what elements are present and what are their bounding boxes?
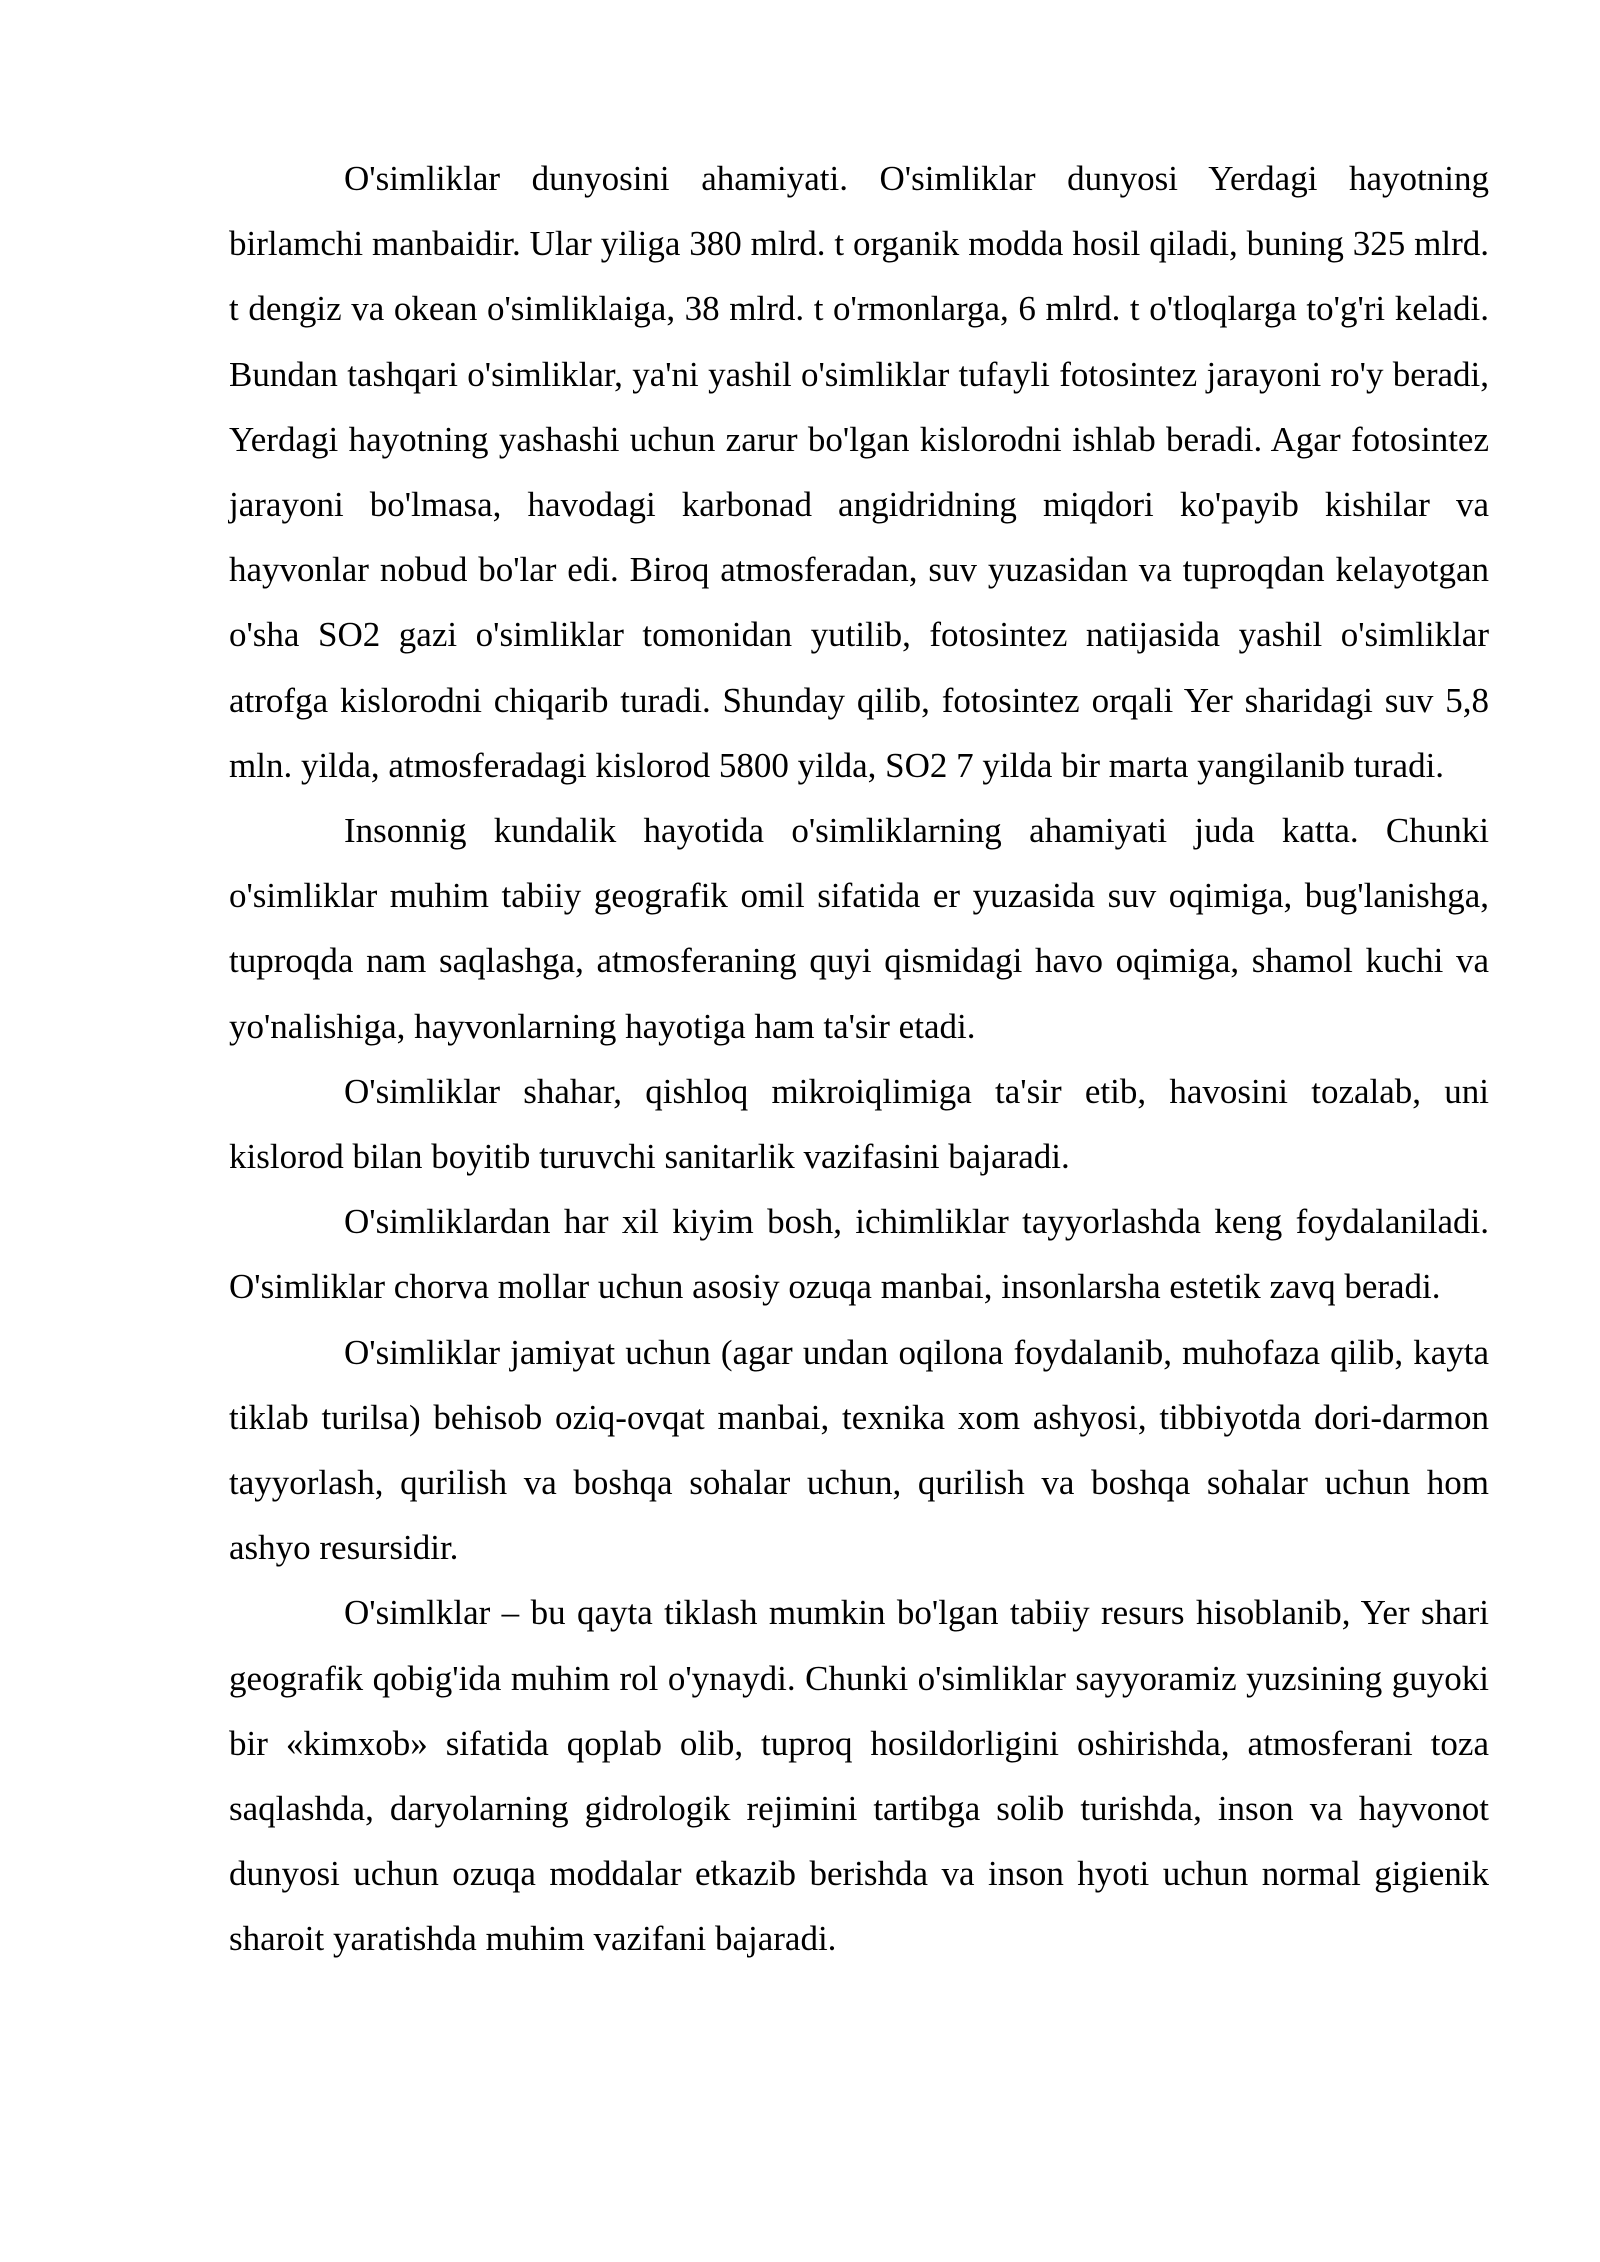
paragraph-4: O'simliklardan har xil kiyim bosh, ichimliklar tayyorlashda keng foydalaniladi. O'simliklar chorva mollar uchun asosiy ozuqa manbai, insonlarsha estetik zavq beradi. xyxy=(229,1202,1489,1307)
document-body xyxy=(229,146,1489,1972)
paragraph-5: O'simliklar jamiyat uchun (agar undan oqilona foydalanib, muhofaza qilib, kayta tiklab turilsa) behisob oziq-ovqat manbai, texnika xom ashyosi, tibbiyotda dori-darmon tayyorlash, qurilish va boshqa sohalar uchun, qurilish va boshqa sohalar uchun hom ashyo resursidir. xyxy=(229,1332,1489,1568)
paragraph-6: O'simlklar – bu qayta tiklash mumkin bo'lgan tabiiy resurs hisoblanib, Yer shari geografik qobig'ida muhim rol o'ynaydi. Chunki o'simliklar sayyoramiz yuzsining guyoki bir «kimxob» sifatida qoplab olib, tuproq hosildorligini oshirishda, atmosferani toza saqlashda, daryolarning gidrologik rejimini tartibga solib turishda, inson va hayvonot dunyosi uchun ozuqa moddalar etkazib berishda va inson hyoti uchun normal gigienik sharoit yaratishda muhim vazifani bajaradi. xyxy=(229,1593,1489,1959)
paragraph-3: O'simliklar shahar, qishloq mikroiqlimiga ta'sir etib, havosini tozalab, uni kislorod bilan boyitib turuvchi sanitarlik vazifasini bajaradi. xyxy=(229,1071,1489,1177)
paragraph-1: O'simliklar dunyosini ahamiyati. O'simliklar dunyosi Yerdagi hayotning birlamchi manbaidir. Ular yiliga 380 mlrd. t organik modda hosil qiladi, buning 325 mlrd. t dengiz va okean o'simliklaiga, 38 mlrd. t o'rmonlarga, 6 mlrd. t o'tloqlarga to'g'ri keladi. Bundan tashqari o'simliklar, ya'ni yashil o'simliklar tufayli fotosintez jarayoni ro'y beradi, Yerdagi hayotning yashashi uchun zarur bo'lgan kislorodni ishlab beradi. Agar fotosintez jarayoni bo'lmasa, havodagi karbonad angidridning miqdori ko'payib kishilar va hayvonlar nobud bo'lar edi. Biroq atmosferadan, suv yuzasidan va tuproqdan kelayotgan o'sha SO2 gazi o'simliklar tomonidan yutilib, fotosintez natijasida yashil o'simliklar atrofga kislorodni chiqarib turadi. Shunday qilib, fotosintez orqali Yer sharidagi suv 5,8 mln. yilda, atmosferadagi kislorod 5800 yilda, SO2 7 yilda bir marta yangilanib turadi. xyxy=(229,159,1489,785)
paragraph-2: Insonnig kundalik hayotida o'simliklarning ahamiyati juda katta. Chunki o'simliklar muhim tabiiy geografik omil sifatida er yuzasida suv oqimiga, bug'lanishga, tuproqda nam saqlashga, atmosferaning quyi qismidagi havo oqimiga, shamol kuchi va yo'nalishiga, hayvonlarning hayotiga ham ta'sir etadi. xyxy=(229,811,1489,1046)
